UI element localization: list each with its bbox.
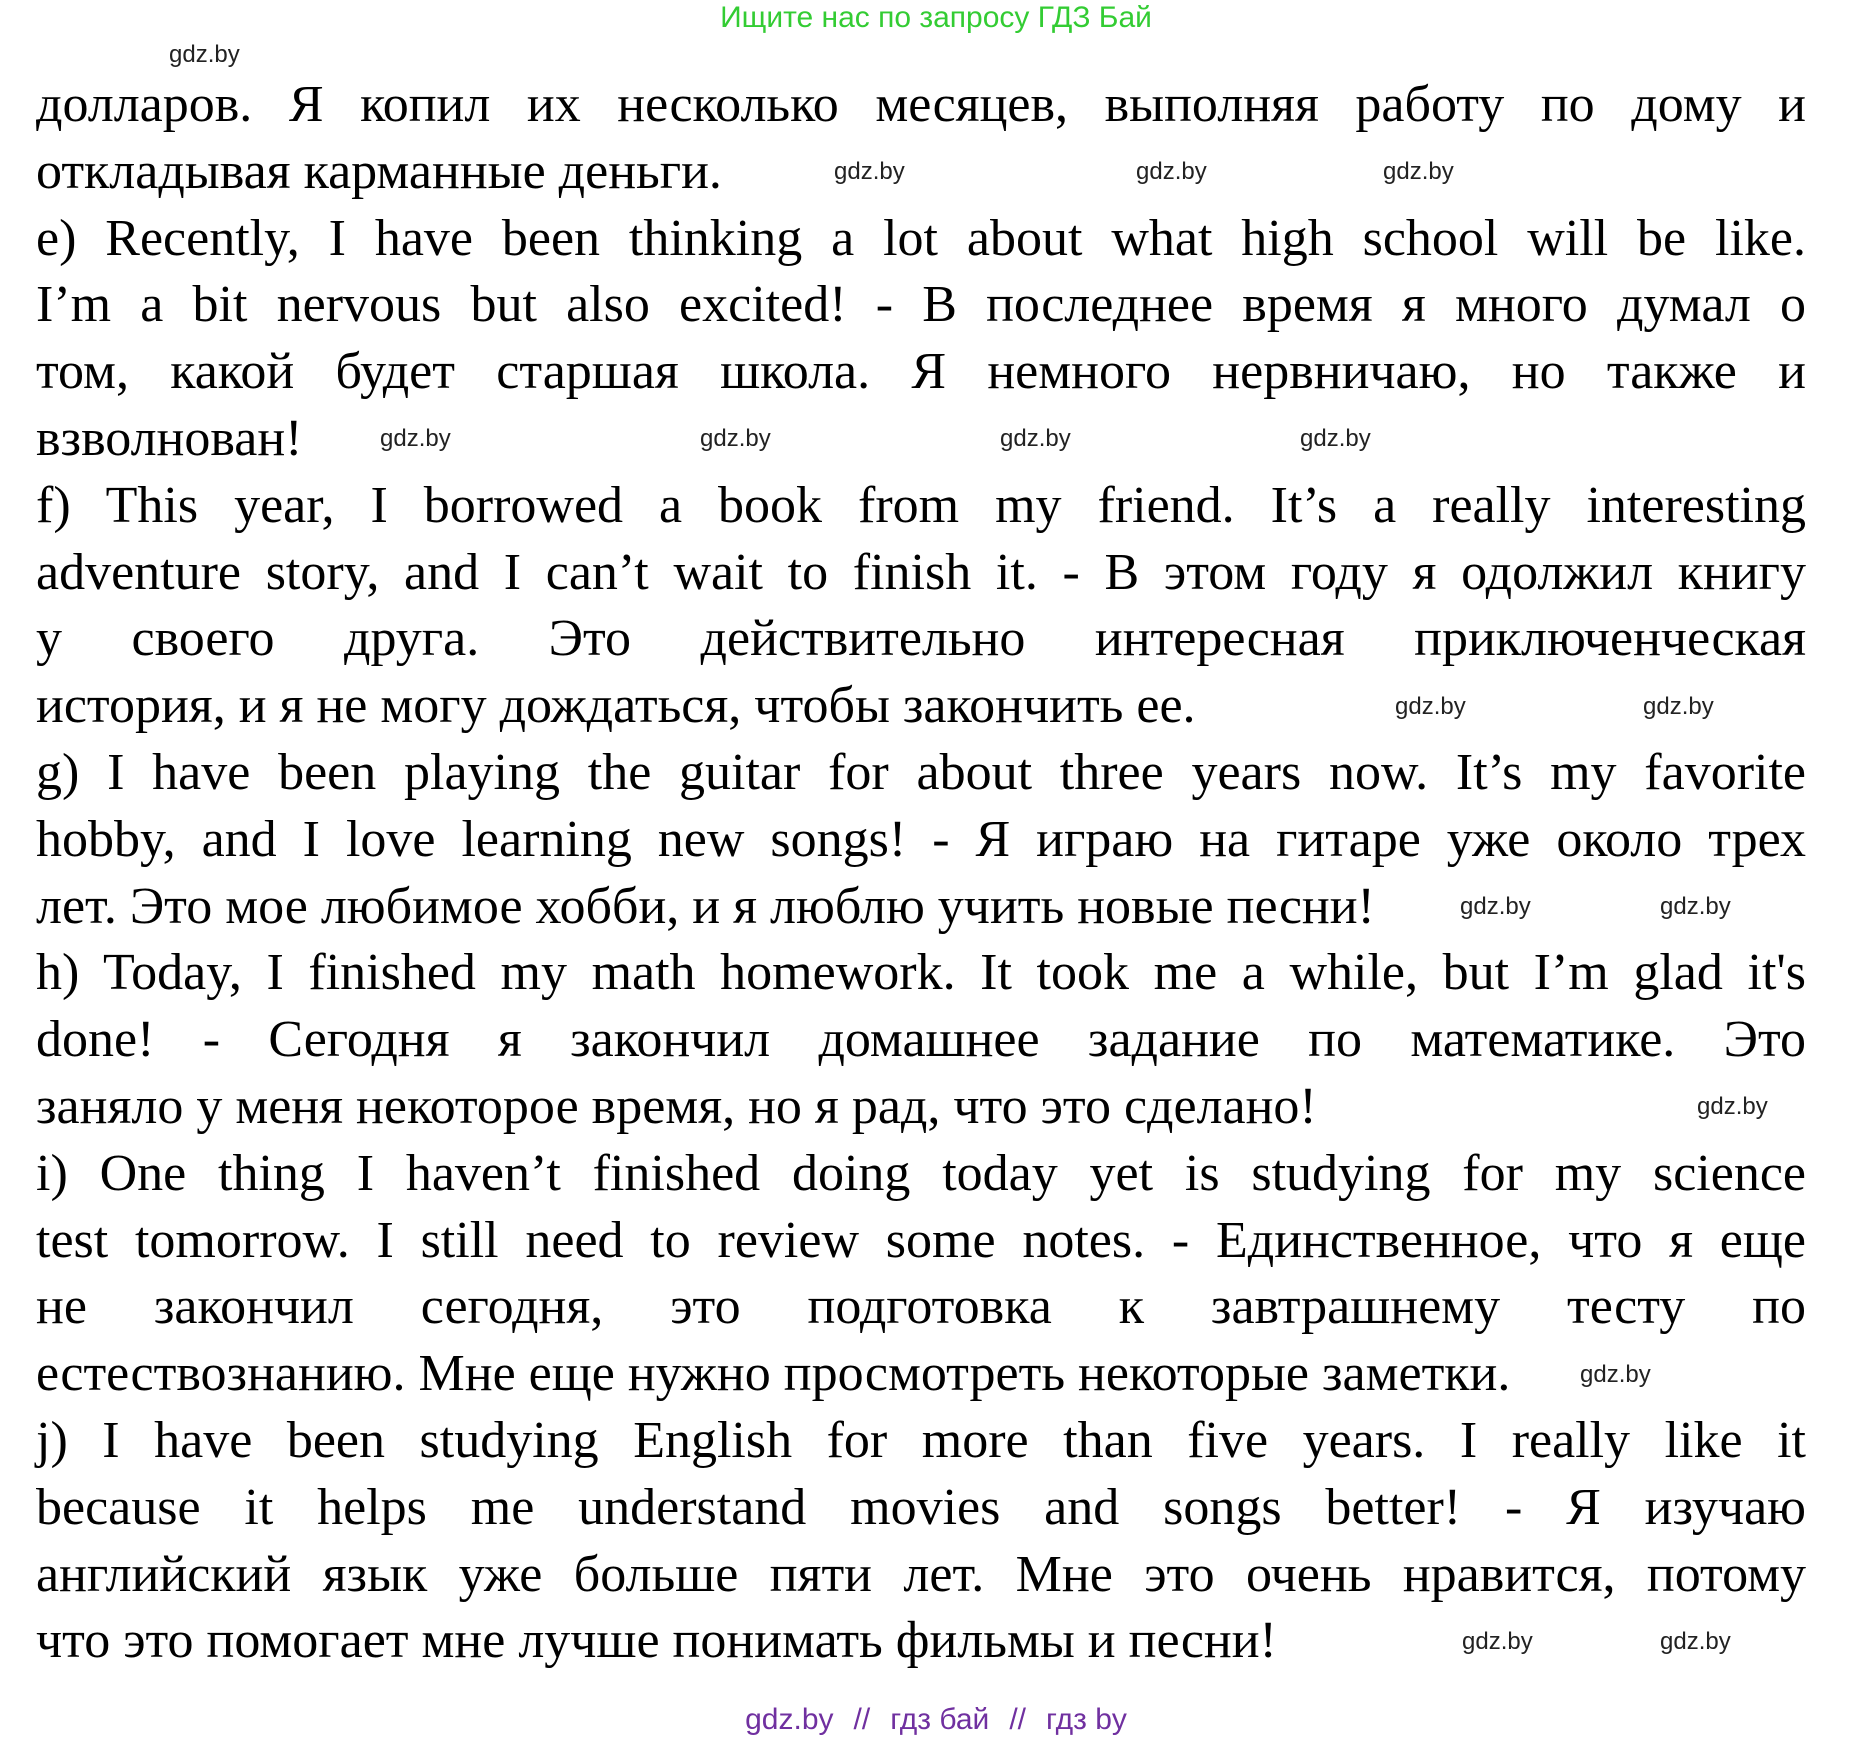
- text-line-content: test tomorrow. I still need to review some notes. - Единственное, что я еще: [36, 1211, 1806, 1269]
- watermark: gdz.by: [1460, 893, 1531, 920]
- text-line: [36, 874, 1806, 941]
- text-line-content: взволнован!: [36, 409, 303, 467]
- text-line-content: у своего друга. Это действительно интересная приключенческая: [36, 610, 1806, 668]
- text-line: [36, 673, 1806, 740]
- text-line-content: h) Today, I finished my math homework. It took me a while, but I’m glad it's: [36, 944, 1806, 1002]
- text-line-content: долларов. Я копил их несколько месяцев, выполняя работу по дому и: [36, 76, 1806, 133]
- text-line-content: i) One thing I haven’t finished doing today yet is studying for my science: [36, 1144, 1806, 1202]
- text-line: [36, 1208, 1806, 1275]
- text-line: [36, 1608, 1806, 1675]
- text-line-content: что это помогает мне лучше понимать фильмы и песни!: [36, 1612, 1277, 1670]
- text-line: [36, 406, 1806, 473]
- text-line-content: лет. Это мое любимое хобби, и я люблю учить новые песни!: [36, 877, 1375, 935]
- text-line: [36, 473, 1806, 540]
- footer-separator: //: [853, 1703, 871, 1736]
- footer-link-gdz-by-cyr[interactable]: гдз by: [1046, 1703, 1127, 1736]
- watermark: gdz.by: [1383, 158, 1454, 185]
- text-line: [36, 1475, 1806, 1542]
- text-line-content: done! - Сегодня я закончил домашнее задание по математике. Это: [36, 1011, 1806, 1069]
- text-line: [36, 540, 1806, 607]
- watermark: gdz.by: [1643, 693, 1714, 720]
- text-line: [36, 272, 1806, 339]
- promo-banner: Ищите нас по запросу ГДЗ Бай: [720, 1, 1152, 34]
- footer-link-gdz-by[interactable]: gdz.by: [745, 1703, 834, 1736]
- watermark: gdz.by: [1395, 693, 1466, 720]
- footer-links: [0, 1700, 1872, 1740]
- text-line-content: f) This year, I borrowed a book from my friend. It’s a really interesting: [36, 476, 1806, 534]
- text-line: [36, 740, 1806, 807]
- text-line: [36, 606, 1806, 673]
- text-line-content: откладывая карманные деньги.: [36, 142, 722, 200]
- text-line-content: заняло у меня некоторое время, но я рад, что это сделано!: [36, 1077, 1317, 1135]
- text-line: [36, 72, 1806, 139]
- watermark: gdz.by: [1136, 158, 1207, 185]
- watermark: gdz.by: [1660, 893, 1731, 920]
- text-line-content: e) Recently, I have been thinking a lot about what high school will be like.: [36, 209, 1806, 267]
- watermark: gdz.by: [1462, 1628, 1533, 1655]
- text-line-content: I’m a bit nervous but also excited! - В последнее время я много думал о: [36, 276, 1806, 334]
- text-line: [36, 1141, 1806, 1208]
- text-line: [36, 807, 1806, 874]
- text-line-content: hobby, and I love learning new songs! - Я играю на гитаре уже около трех: [36, 810, 1806, 868]
- watermark: gdz.by: [169, 41, 240, 68]
- watermark: gdz.by: [1300, 425, 1371, 452]
- text-line-content: adventure story, and I can’t wait to finish it. - В этом году я одолжил книгу: [36, 543, 1806, 601]
- document-body: [36, 72, 1806, 1675]
- text-line-content: j) I have been studying English for more than five years. I really like it: [36, 1411, 1806, 1469]
- text-line: [36, 1274, 1806, 1341]
- text-line: [36, 1074, 1806, 1141]
- watermark: gdz.by: [1697, 1093, 1768, 1120]
- text-line-content: английский язык уже больше пяти лет. Мне это очень нравится, потому: [36, 1545, 1806, 1603]
- text-line-content: g) I have been playing the guitar for about three years now. It’s my favorite: [36, 743, 1806, 801]
- text-line: [36, 339, 1806, 406]
- watermark: gdz.by: [380, 425, 451, 452]
- text-line: [36, 940, 1806, 1007]
- text-line: [36, 206, 1806, 273]
- text-line: [36, 1007, 1806, 1074]
- text-line-content: история, и я не могу дождаться, чтобы закончить ее.: [36, 677, 1196, 735]
- footer-separator: //: [1009, 1703, 1026, 1736]
- footer-link-gdz-bai[interactable]: гдз бай: [890, 1703, 990, 1736]
- watermark: gdz.by: [1660, 1628, 1731, 1655]
- watermark: gdz.by: [834, 158, 905, 185]
- text-line-content: естествознанию. Мне еще нужно просмотреть некоторые заметки.: [36, 1345, 1511, 1403]
- text-line: [36, 1341, 1806, 1408]
- text-line: [36, 1542, 1806, 1609]
- text-line: [36, 1408, 1806, 1475]
- watermark: gdz.by: [1000, 425, 1071, 452]
- text-line-content: because it helps me understand movies and songs better! - Я изучаю: [36, 1478, 1806, 1536]
- watermark: gdz.by: [1580, 1361, 1651, 1388]
- text-line-content: том, какой будет старшая школа. Я немного нервничаю, но также и: [36, 343, 1806, 401]
- watermark: gdz.by: [700, 425, 771, 452]
- text-line-content: не закончил сегодня, это подготовка к завтрашнему тесту по: [36, 1278, 1806, 1336]
- text-line: [36, 139, 1806, 206]
